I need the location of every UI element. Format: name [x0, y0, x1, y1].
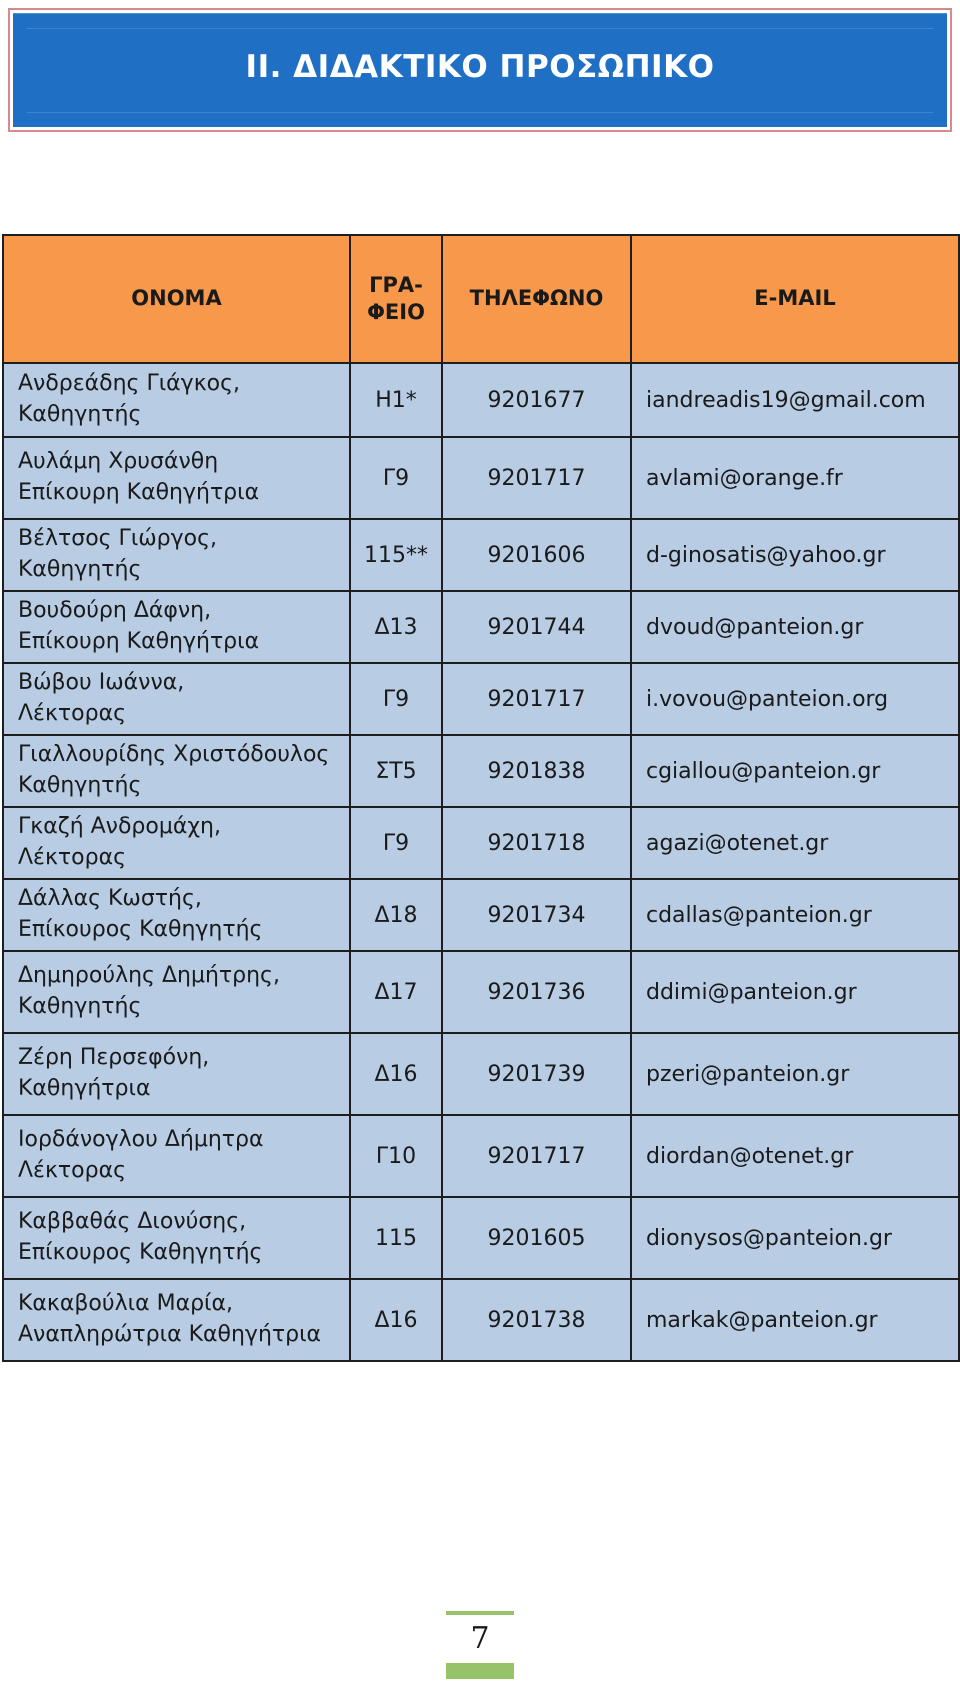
section-banner-fill: [13, 13, 947, 127]
office-cell: 115: [350, 1197, 442, 1279]
office-cell: Δ13: [350, 591, 442, 663]
staff-name-cell: [3, 519, 350, 591]
staff-title: Καθηγήτρια: [18, 1076, 151, 1101]
column-header-office-line1: ΓΡΑ-: [369, 272, 423, 297]
email-cell: pzeri@panteion.gr: [631, 1033, 959, 1115]
staff-title: Αναπληρώτρια Καθηγήτρια: [18, 1322, 322, 1347]
phone-cell: 9201677: [442, 363, 631, 437]
staff-name: Γιαλλουρίδης Χριστόδουλος: [18, 742, 330, 768]
staff-table: [2, 234, 960, 1362]
office-cell: Δ16: [350, 1279, 442, 1361]
page-number: 7: [470, 1621, 490, 1656]
column-header-phone: ΤΗΛΕΦΩΝΟ: [442, 235, 631, 363]
staff-name: Καββαθάς Διονύσης,: [18, 1209, 247, 1235]
staff-title: Λέκτορας: [18, 845, 126, 870]
page-number-bar-bottom: [446, 1663, 514, 1679]
table-row: [3, 735, 959, 807]
office-cell: Γ9: [350, 807, 442, 879]
phone-cell: 9201606: [442, 519, 631, 591]
table-row: [3, 437, 959, 519]
column-header-email: E-MAIL: [631, 235, 959, 363]
phone-cell: 9201717: [442, 1115, 631, 1197]
staff-name: Αυλάμη Χρυσάνθη: [18, 449, 219, 475]
table-row: [3, 1115, 959, 1197]
staff-title: Επίκουρος Καθηγητής: [18, 917, 263, 942]
table-row: [3, 1279, 959, 1361]
staff-title: Καθηγητής: [18, 402, 142, 427]
staff-name: Γκαζή Ανδρομάχη,: [18, 814, 221, 840]
table-row: [3, 1033, 959, 1115]
staff-name-cell: [3, 437, 350, 519]
table-row: [3, 663, 959, 735]
staff-name: Βώβου Ιωάννα,: [18, 670, 185, 696]
staff-name: Ζέρη Περσεφόνη,: [18, 1045, 210, 1071]
phone-cell: 9201734: [442, 879, 631, 951]
staff-name-cell: [3, 879, 350, 951]
staff-name: Βουδούρη Δάφνη,: [18, 598, 212, 624]
email-cell: ddimi@panteion.gr: [631, 951, 959, 1033]
staff-name-cell: [3, 807, 350, 879]
office-cell: ΣΤ5: [350, 735, 442, 807]
page-number-bar-top: [446, 1611, 514, 1615]
staff-table-body: [3, 363, 959, 1361]
phone-cell: 9201738: [442, 1279, 631, 1361]
column-header-office: [350, 235, 442, 363]
staff-title: Καθηγητής: [18, 557, 142, 582]
staff-title: Επίκουρη Καθηγήτρια: [18, 480, 260, 505]
staff-name-cell: [3, 591, 350, 663]
office-cell: Δ17: [350, 951, 442, 1033]
email-cell: markak@panteion.gr: [631, 1279, 959, 1361]
table-row: [3, 1197, 959, 1279]
staff-name: Κακαβούλια Μαρία,: [18, 1291, 233, 1317]
staff-title: Λέκτορας: [18, 701, 126, 726]
email-cell: dionysos@panteion.gr: [631, 1197, 959, 1279]
office-cell: Η1*: [350, 363, 442, 437]
table-row: [3, 807, 959, 879]
email-cell: d-ginosatis@yahoo.gr: [631, 519, 959, 591]
table-row: [3, 879, 959, 951]
staff-name: Δάλλας Κωστής,: [18, 886, 202, 912]
staff-name: Δημηρούλης Δημήτρης,: [18, 963, 280, 989]
phone-cell: 9201744: [442, 591, 631, 663]
phone-cell: 9201717: [442, 663, 631, 735]
phone-cell: 9201605: [442, 1197, 631, 1279]
table-row: [3, 591, 959, 663]
office-cell: Δ16: [350, 1033, 442, 1115]
phone-cell: 9201736: [442, 951, 631, 1033]
email-cell: i.vovou@panteion.org: [631, 663, 959, 735]
staff-title: Καθηγητής: [18, 994, 142, 1019]
email-cell: avlami@orange.fr: [631, 437, 959, 519]
phone-cell: 9201717: [442, 437, 631, 519]
staff-name-cell: [3, 663, 350, 735]
staff-title: Επίκουρη Καθηγήτρια: [18, 629, 260, 654]
section-banner: [8, 8, 952, 132]
staff-name-cell: [3, 1033, 350, 1115]
staff-name: Ιορδάνογλου Δήμητρα: [18, 1127, 264, 1153]
staff-name-cell: [3, 735, 350, 807]
email-cell: cdallas@panteion.gr: [631, 879, 959, 951]
table-row: [3, 519, 959, 591]
banner-divider-top: [27, 28, 933, 29]
column-header-office-line2: ΦΕΙΟ: [367, 300, 425, 324]
email-cell: iandreadis19@gmail.com: [631, 363, 959, 437]
staff-title: Καθηγητής: [18, 773, 142, 798]
table-row: [3, 951, 959, 1033]
office-cell: Γ10: [350, 1115, 442, 1197]
staff-title: Επίκουρος Καθηγητής: [18, 1240, 263, 1265]
staff-name-cell: [3, 951, 350, 1033]
banner-divider-bottom: [27, 112, 933, 113]
staff-name-cell: [3, 363, 350, 437]
email-cell: cgiallou@panteion.gr: [631, 735, 959, 807]
email-cell: agazi@otenet.gr: [631, 807, 959, 879]
office-cell: Γ9: [350, 437, 442, 519]
office-cell: 115**: [350, 519, 442, 591]
staff-name: Βέλτσος Γιώργος,: [18, 526, 218, 552]
staff-name-cell: [3, 1279, 350, 1361]
table-row: [3, 363, 959, 437]
phone-cell: 9201718: [442, 807, 631, 879]
email-cell: diordan@otenet.gr: [631, 1115, 959, 1197]
phone-cell: 9201838: [442, 735, 631, 807]
table-header-row: [3, 235, 959, 363]
staff-name-cell: [3, 1197, 350, 1279]
office-cell: Γ9: [350, 663, 442, 735]
office-cell: Δ18: [350, 879, 442, 951]
staff-name: Ανδρεάδης Γιάγκος,: [18, 371, 241, 397]
email-cell: dvoud@panteion.gr: [631, 591, 959, 663]
section-title: II. ΔΙΔΑΚΤΙΚΟ ΠΡΟΣΩΠΙΚΟ: [245, 48, 715, 85]
staff-title: Λέκτορας: [18, 1158, 126, 1183]
phone-cell: 9201739: [442, 1033, 631, 1115]
column-header-name: ΟΝΟΜΑ: [3, 235, 350, 363]
staff-name-cell: [3, 1115, 350, 1197]
